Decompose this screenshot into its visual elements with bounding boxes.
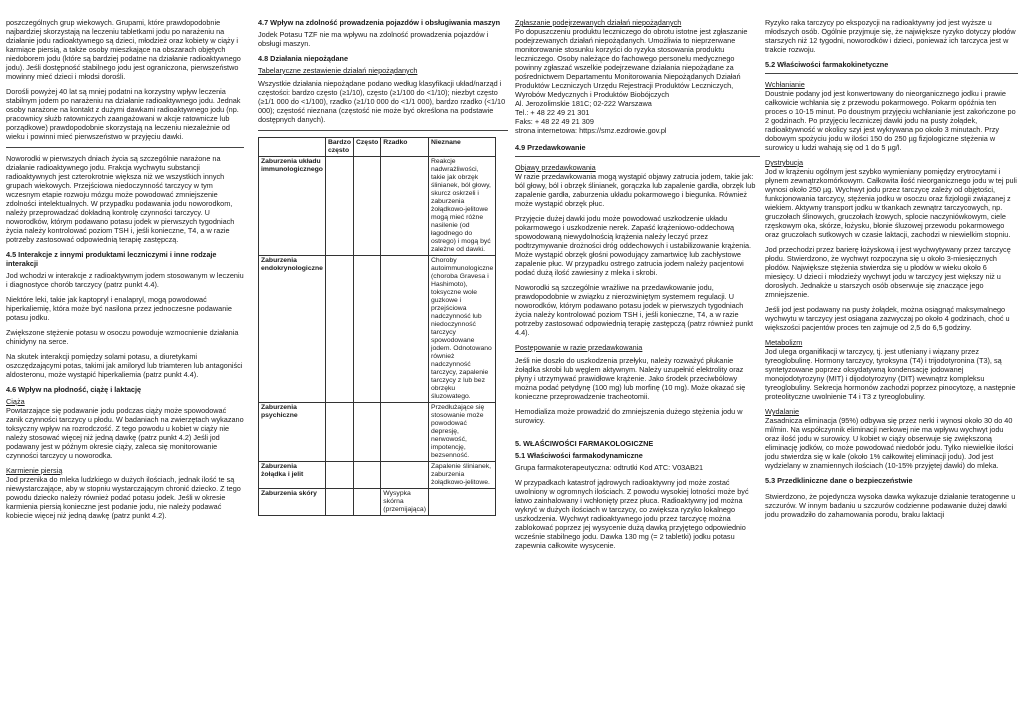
table-cell: [325, 403, 353, 462]
paragraph: Dorośli powyżej 40 lat są mniej podatni na korzystny wpływ leczenia stabilnym jodem po narażeniu na działanie radioaktywnego jodu. Jednak osoby narażone na kontakt z dużymi dawkami radioaktywnego jodu (np. pracownicy służb ratowniczych zaangażowani w akcje ratownicze lub porządkowe) prawdopodobnie skorzystają na leczeniu niezależnie od wieku i powinni mieć pierwszeństwo w przyjęciu dawki.: [6, 87, 241, 141]
divider: [258, 130, 508, 131]
paragraph: Grupa farmakoterapeutyczna: odtrutki Kod ATC: V03AB21: [515, 463, 704, 472]
table-cell: [325, 462, 353, 489]
table-cell: [325, 489, 353, 516]
paragraph: Jeśli nie doszło do uszkodzenia przełyku, należy rozważyć płukanie żołądka skrobi lub węglem aktywnym. Należy uzupełnić elektrolity oraz płyny i utrzymywać prawidłowe krążenie. Jako środek przeciwbólowy można podać petydynę (100 mg) lub morfinę (10 mg). Może okazać się konieczne przeprowadzenie tracheotomii.: [515, 356, 746, 401]
paragraph: Jod ulega organifikacji w tarczycy, tj. jest utleniany i wiązany przez tyreoglobulinę. Hormony tarczycy, tyroksyna (T4) i trijodotyronina (T3), są syntetyzowane poprzez oksydatywną kondensację jodowanej monojodotyrozyny (MIT) i dijodotyrozyny (DIT) wewnątrz kompleksu tyreoglobuliny. Sekrecja hormonów zachodzi poprzez pinocytozę, a następnie proteolityczne uwolnienie T4 i T3 z tyreoglobuliny.: [765, 347, 1016, 401]
paragraph: Zasadnicza eliminacja (95%) odbywa się przez nerki i wynosi około 30 do 40 ml/min. Na współczynnik eliminacji nerkowej nie ma wpływu wychwyt jodu oraz ilość jodu w surowicy. U kobiet w ciąży obserwuje się zwiększoną eliminację jodków, co może powodować niedobór jodu. Tylko niewielkie ilości jodu stwierdza się w kale (około 1% całkowitej eliminacji jodu). Jod jest wydzielany w znamiennych ilościach (10-15% przyjętej dawki) do mleka.: [765, 416, 1014, 470]
address-line: Tel.: + 48 22 49 21 301: [515, 108, 590, 117]
table-header-row: [259, 138, 496, 157]
column-4: [765, 18, 1018, 525]
address-block: [515, 99, 760, 135]
paragraph: Wszystkie działania niepożądane podano według klasyfikacji układ/narząd i częstości: bardzo często (≥1/10), często (≥1/100 do <1/10); niezbyt często (≥1/1 000 do <1/100), rzadko (≥1/10 000 do <1/1 000), bardzo rzadko (<1/10 000); częstość nieznana (częstość nie może być określona na podstawie dostępnych danych).: [258, 79, 506, 124]
paragraph: W razie przedawkowania mogą wystąpić objawy zatrucia jodem, takie jak: ból głowy, ból i obrzęk ślinianek, gorączka lub zapalenie gardła, obrzęk lub zapalenie gardła, zaburzenia układu pokarmowego i biegunka. Również może wystąpić obrzęk płuc.: [515, 172, 756, 208]
subheading: Zgłaszanie podejrzewanych działań niepożądanych: [515, 18, 682, 27]
table-header: Często: [353, 138, 380, 157]
system-cell: Zaburzenia psychiczne: [259, 403, 326, 462]
paragraph: Noworodki w pierwszych dniach życia są szczególnie narażone na działanie radioaktywnego jodu. Frakcja wychwytu substancji radioaktywnych jest czterokrotnie większa niż we wszystkich innych grupach wiekowych. Przejściowa niedoczynność tarczycy w tym wczesnym etapie rozwoju mózgu może powodować zmniejszenie zdolności intelektualnych. W przypadku podawania jodu noworodkom, należy przeprowadzać dokładną kontrolę czynności tarczycy. U noworodków, którym podawano potasu jodek w pierwszych tygodniach życia należy kontrolować poziom TSH i, jeśli konieczne, T4, a w razie potrzeby zastosować odpowiednią terapię zastępczą.: [6, 154, 235, 244]
table-cell: [325, 256, 353, 403]
column-1: [6, 18, 244, 526]
subheading: Postępowanie w razie przedawkowania: [515, 343, 643, 352]
divider: [765, 73, 1018, 74]
table-cell: Reakcje nadwrażliwości, takie jak obrzęk ślinianek, ból głowy, skurcz oskrzeli i zaburzenia żołądkowo-jelitowe mogą mieć różne nasilenie (od łagodnego do ostrego) i mogą być zależne od dawki.: [428, 157, 495, 256]
paragraph: Po dopuszczeniu produktu leczniczego do obrotu istotne jest zgłaszanie podejrzewanych działań niepożądanych. Umożliwia to nieprzerwane monitorowanie stosunku korzyści do ryzyka stosowania produktu leczniczego. Osoby należące do fachowego personelu medycznego powinny zgłaszać wszelkie podejrzewane działania niepożądane za pośrednictwem Departamentu Monitorowania Niepożądanych Działań Produktów Leczniczych Urzędu Rejestracji Produktów Leczniczych, Wyrobów Medycznych i Produktów Biobójczych: [515, 27, 748, 99]
table-cell: [381, 403, 429, 462]
table-cell: [428, 489, 495, 516]
subheading: Metabolizm: [765, 338, 803, 347]
table-row: [259, 403, 496, 462]
address-line: Al. Jerozolimskie 181C; 02-222 Warszawa: [515, 99, 652, 108]
paragraph: W przypadkach katastrof jądrowych radioaktywny jod może zostać uwolniony w ogromnych ilościach. Z powodu wysokiej lotności może być łatwo zainhalowany i wchłonięty przez płuca. Radioaktywny jod można wykryć w dużych ilościach w tarczycy, co zwiększa ryzyko lokalnego uszkodzenia. Wychwyt radioaktywnego jodu przez tarczycę można zablokować poprzez jej wysycenie dużą dawką przyjętego odpowiednio wcześnie stabilnego jodu. Dawka 130 mg (= 2 tabletki) jodku potasu zapewnia całkowite wysycenie.: [515, 478, 749, 550]
section-heading: 5.3 Przedkliniczne dane o bezpieczeństwie: [765, 476, 913, 485]
table-cell: [353, 462, 380, 489]
system-cell: Zaburzenia żołądka i jelit: [259, 462, 326, 489]
paragraph: Na skutek interakcji pomiędzy solami potasu, a diuretykami oszczędzającymi potas, takimi jak amiloryd lub triamteren lub antagoniści aldosteronu, może wystąpić hiperkaliemia (patrz punkt 4.4).: [6, 352, 243, 379]
paragraph: Jodek Potasu TZF nie ma wpływu na zdolność prowadzenia pojazdów i obsługi maszyn.: [258, 30, 489, 48]
section-heading: 5. WŁAŚCIWOŚCI FARMAKOLOGICZNE: [515, 439, 654, 448]
section-heading: 4.5 Interakcje z innymi produktami leczniczymi i inne rodzaje interakcji: [6, 250, 217, 268]
address-line: Faks: + 48 22 49 21 309: [515, 117, 594, 126]
column-3: [515, 18, 760, 556]
paragraph: Stwierdzono, że pojedyncza wysoka dawka wykazuje działanie teratogenne u szczurów. W innym badaniu u szczurów codzienne podawanie dużej dawki jodu prowadziło do zahamowania porodu, braku laktacji: [765, 492, 1016, 519]
table-cell: Zapalenie ślinianek, zaburzenia żołądkowo-jelitowe.: [428, 462, 495, 489]
table-header: [259, 138, 326, 157]
paragraph: Niektóre leki, takie jak kaptopryl i enalapryl, mogą powodować hiperkaliemię, która może być nasilona przez jednoczesne podawanie potasu jodku.: [6, 295, 232, 322]
paragraph: Hemodializa może prowadzić do zmniejszenia dużego stężenia jodu w surowicy.: [515, 407, 743, 425]
section-heading: 5.2 Właściwości farmakokinetyczne: [765, 60, 889, 69]
paragraph: Przyjęcie dużej dawki jodu może powodować uszkodzenie układu pokarmowego i uszkodzenie nerek. Zapaść krążeniowo-oddechową spowodowaną niewydolnością krążenia należy leczyć przez podtrzymywanie drożności dróg oddechowych i ustabilizowanie krążenia. Może wystąpić obrzęk głośni powodujący zamartwicę lub zachłystowe zapalenie płuc. W przypadku ostrego zatrucia jodem należy pacjentowi podać dużą ilość zawiesiny z mleka i skrobi.: [515, 214, 752, 277]
table-cell: [381, 256, 429, 403]
paragraph: Jod wchodzi w interakcje z radioaktywnym jodem stosowanym w leczeniu i diagnostyce chorób tarczycy (patrz punkt 4.4).: [6, 271, 244, 289]
website-link[interactable]: strona internetowa: https://smz.ezdrowie.gov.pl: [515, 126, 667, 135]
table-row: [259, 489, 496, 516]
subheading: Karmienie piersią: [6, 466, 63, 475]
table-cell: [353, 256, 380, 403]
paragraph: Doustnie podany jod jest konwertowany do nieorganicznego jodku i prawie całkowicie wchłania się z przewodu pokarmowego. Pokarm opóźnia ten proces o 10-15 minut. Po doustnym przyjęciu wchłanianie jest zakończone po 2 godzinach. Po przyjęciu leczniczej dawki jodu na pusty żołądek, radioaktywność w okolicy szyi jest wykrywana po około 3 minutach. Przy dobowym spożyciu jodu w ilości 150 do 250 µg fizjologiczne stężenia w surowicy u ludzi wahają się od 1 do 5 µg/l.: [765, 89, 1016, 152]
section-heading: 4.6 Wpływ na płodność, ciążę i laktację: [6, 385, 142, 394]
paragraph: Zwiększone stężenie potasu w osoczu powoduje wzmocnienie działania chinidyny na serce.: [6, 328, 239, 346]
subheading: Objawy przedawkowania: [515, 163, 596, 172]
table-cell: [381, 462, 429, 489]
paragraph: Powtarzające się podawanie jodu podczas ciąży może spowodować zanik czynności tarczycy u płodu. W badaniach na zwierzętach wykazano toksyczny wpływ na rozrodczość. Z tego powodu u kobiet w ciąży nie należy stosować więcej niż jedną dawkę (patrz punkt 4.2) Jeśli jod podawany jest w późnym okresie ciąży, zaleca się monitorowanie czynności tarczycy u noworodka.: [6, 406, 244, 460]
paragraph: poszczególnych grup wiekowych. Grupami, które prawdopodobnie najbardziej skorzystają na leczeniu tabletkami jodu po narażeniu na działanie jodu radioaktywnego są dzieci, młodzież oraz kobiety w ciąży i karmiące piersią, a także osoby mieszkające na obszarach objętych niedoborem jodu (które są bardziej podatne na działanie radioaktywnego jodu). Jeśli dostępność stabilnego jodu jest ograniczona, pierwszeństwo mowinny mieć dzieci i młodsi dorośli.: [6, 18, 241, 81]
paragraph: Jod przenika do mleka ludzkiego w dużych ilościach, jednak ilość te są niewystarczające, aby w stopniu wystarczającym chronić dziecko. Z tego powodu dziecko należy również podać potasu jodek. Jeśli w okresie karmienia piersią konieczne jest podanie jodu, nie należy podawać kobiecie więcej niż jedną dawkę (patrz punkt 4.2).: [6, 475, 241, 520]
table-cell: [353, 489, 380, 516]
subheading: Wchłanianie: [765, 80, 805, 89]
table-cell: Przedłużające się stosowanie może powodować depresję, nerwowość, impotencję, bezsenność.: [428, 403, 495, 462]
paragraph: Jod w krążeniu ogólnym jest szybko wymieniany pomiędzy erytrocytami i płynem zewnątrzkomórkowym. Całkowita ilość nieorganicznego jodu w tej puli wynosi około 250 µg. Wychwyt jodu przez tarczycę zależy od objętości, funkcjonowania tarczycy, stężenia jodku w osoczu oraz fizjologii związanej z wiekiem. Aktywny transport jodku w tkankach zewnątrz tarczycowych, np. gruczołach ślinowych, gruczołach łzowych, splocie naczyniówkowym, ciele rzęskowym oka, skórze, łożysku, błonie śluzowej przewodu pokarmowego oraz gruczołach sutkowych w czasie laktacji, zachodzi w niewielkim stopniu.: [765, 167, 1017, 239]
divider: [515, 156, 760, 157]
section-heading: 4.7 Wpływ na zdolność prowadzenia pojazdów i obsługiwania maszyn: [258, 18, 501, 27]
subheading: Dystrybucja: [765, 158, 804, 167]
table-cell: [325, 157, 353, 256]
subheading: Ciąża: [6, 397, 25, 406]
paragraph: Ryzyko raka tarczycy po ekspozycji na radioaktywny jod jest wyższe u młodszych osób. Ogólnie przyjmuje się, że największe ryzyko dotyczy płodów starszych niż 12 tygodni, noworodków i dzieci, ponieważ ich tarczyca jest w trakcie rozwoju.: [765, 18, 1016, 54]
table-row: [259, 157, 496, 256]
column-2: [258, 18, 508, 516]
paragraph: Noworodki są szczególnie wrażliwe na przedawkowanie jodu, prawdopodobnie w związku z nierozwiniętym systemem regulacji. U noworodków, którym podawano potasu jodek w pierwszych tygodniach życia należy kontrolować poziom TSH i, jeśli konieczne, T4, a w razie potrzeby zastosować odpowiednią terapię zastępczą (patrz również punkt 4.4).: [515, 283, 754, 337]
section-heading: 4.8 Działania niepożądane: [258, 54, 349, 63]
table-header: Rzadko: [381, 138, 429, 157]
section-heading: 5.1 Właściwości farmakodynamiczne: [515, 451, 643, 460]
subheading: Tabelaryczne zestawienie działań niepożądanych: [258, 66, 418, 75]
divider: [6, 147, 244, 148]
paragraph: Jeśli jod jest podawany na pusty żołądek, można osiągnąć maksymalnego wychwytu w tarczycy jest osiągana zazwyczaj po około 4 godzinach, choć u większości pacjentów proces ten zajmuje od 2,5 do 6,5 godziny.: [765, 305, 1010, 332]
table-header: Bardzo często: [325, 138, 353, 157]
section-heading: 4.9 Przedawkowanie: [515, 143, 586, 152]
system-cell: Zaburzenia układu immunologicznego: [259, 157, 326, 256]
adverse-effects-table: [258, 137, 496, 516]
table-cell: Wysypka skórna (przemijająca): [381, 489, 429, 516]
system-cell: Zaburzenia endokrynologiczne: [259, 256, 326, 403]
table-header: Nieznane: [428, 138, 495, 157]
subheading: Wydalanie: [765, 407, 800, 416]
table-cell: [353, 403, 380, 462]
paragraph: Jod przechodzi przez barierę łożyskową i jest wychwytywany przez tarczycę płodu. Stwierdzono, że wychwyt rozpoczyna się u około 3-miesięcznych płodów. Największe stężenia stwierdza się u płodów w wieku około 6 miesięcy. U dzieci i młodzieży wychwyt jodu w tarczycy jest większy niż u dorosłych. Jednakże u starszych osób obserwuje się znaczące jego zmniejszenie.: [765, 245, 1011, 299]
table-cell: [353, 157, 380, 256]
table-row: [259, 462, 496, 489]
table-cell: [381, 157, 429, 256]
table-row: [259, 256, 496, 403]
table-cell: Choroby autoimmunologiczne (choroba Gravesa i Hashimoto), toksyczne wole guzkowe i przejściowa nadczynność lub niedoczynność tarczycy spowodowane jodem. Odnotowano również nadczynność tarczycy, zapalenie tarczycy z lub bez obrzęku śluzowatego.: [428, 256, 495, 403]
system-cell: Zaburzenia skóry: [259, 489, 326, 516]
